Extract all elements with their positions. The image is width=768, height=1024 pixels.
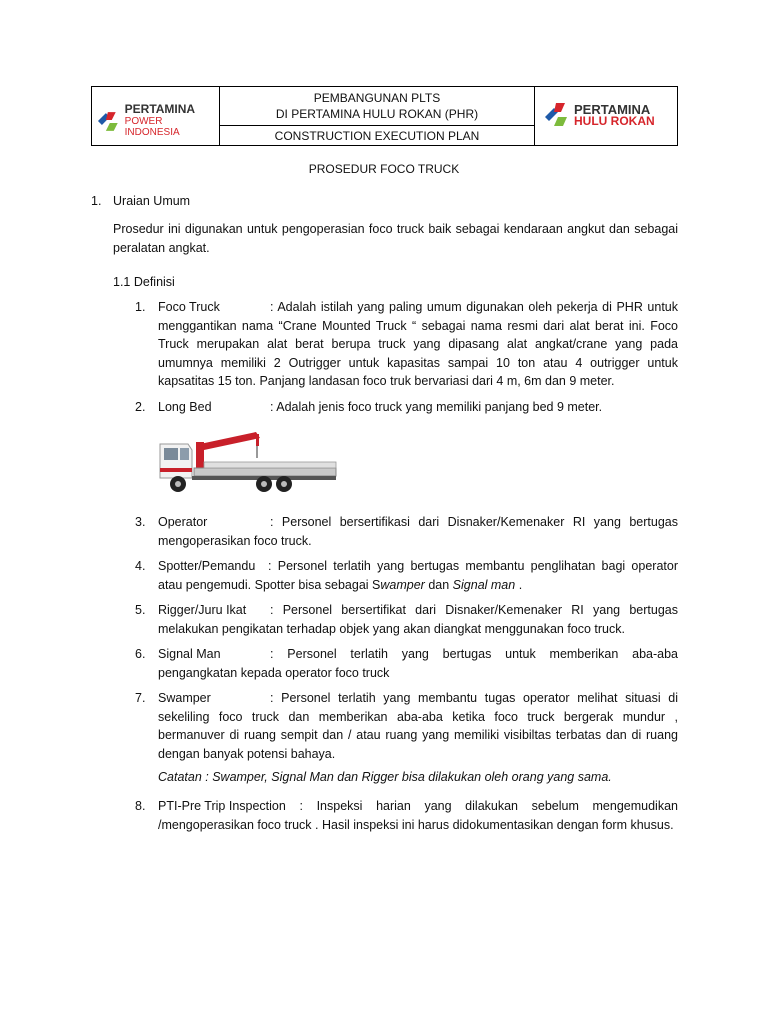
left-logo-name: PERTAMINA	[124, 102, 196, 116]
item-term: Rigger/Juru Ikat	[158, 603, 247, 617]
header-subtitle: CONSTRUCTION EXECUTION PLAN	[274, 128, 480, 143]
subsection-heading: 1.1 Definisi	[113, 275, 175, 289]
definition-item	[135, 398, 678, 417]
item-term: Signal Man	[158, 647, 221, 661]
item-number: 2.	[135, 400, 146, 414]
document-header	[91, 86, 678, 146]
definition-item	[135, 689, 678, 763]
definition-item	[135, 298, 678, 391]
item-text: : Personel terlatih yang bertugas untuk memberikan aba-aba pengangkatan kepada operator foco truck	[158, 647, 678, 680]
item-text-italic: wamper	[380, 577, 425, 592]
definition-item	[135, 797, 678, 834]
definition-item	[135, 513, 678, 550]
right-logo-sub: HULU ROKAN	[574, 114, 655, 128]
item-text: .	[515, 577, 523, 592]
item-term: Long Bed	[158, 400, 212, 414]
right-logo-name: PERTAMINA	[574, 102, 651, 117]
item-number: 1.	[135, 300, 146, 314]
item-number: 5.	[135, 603, 146, 617]
pertamina-emblem-icon	[96, 109, 122, 133]
definition-item	[135, 557, 678, 594]
left-logo-sub: POWER INDONESIA	[124, 116, 180, 138]
item-term: Operator	[158, 515, 208, 529]
pertamina-hulu-rokan-logo	[543, 101, 655, 129]
header-center	[220, 87, 534, 145]
section-intro: Prosedur ini digunakan untuk pengoperasian foco truck baik sebagai kendaraan angkut dan sebagai peralatan angkat.	[113, 222, 678, 255]
item-text: : Inspeksi harian yang dilakukan sebelum mengemudikan /mengoperasikan foco truck . Hasil inspeksi ini harus didokumentasikan dengan form khusus.	[158, 799, 678, 832]
item-term: Swamper	[158, 691, 211, 705]
item-text: : Personel bersertifikasi dari Disnaker/Kemenaker RI yang bertugas mengoperasikan foco truck.	[158, 515, 678, 548]
header-title-line1: PEMBANGUNAN PLTS	[313, 91, 441, 105]
section-number: 1.	[91, 194, 102, 208]
note-text: Catatan : Swamper, Signal Man dan Rigger bisa dilakukan oleh orang yang sama.	[158, 770, 612, 784]
document-title: PROSEDUR FOCO TRUCK	[308, 162, 460, 176]
header-title-block	[220, 87, 534, 126]
right-logo-cell	[534, 87, 677, 145]
item-text: dan	[424, 577, 453, 592]
item-text: : Adalah jenis foco truck yang memiliki panjang bed 9 meter.	[270, 400, 603, 414]
item-text: : Personel bersertifikat dari Disnaker/Kemenaker RI yang bertugas melakukan pengikatan terhadap objek yang akan diangkat menggunakan foco truck.	[158, 603, 678, 636]
pertamina-power-logo	[96, 103, 219, 138]
item-number: 8.	[135, 799, 146, 813]
definition-item	[135, 645, 678, 682]
item-number: 6.	[135, 647, 146, 661]
pertamina-emblem-icon	[543, 101, 571, 129]
item-number: 3.	[135, 515, 146, 529]
item-term: Foco Truck	[158, 300, 220, 314]
section-heading: Uraian Umum	[113, 194, 191, 208]
definition-item	[135, 601, 678, 638]
item-number: 4.	[135, 559, 146, 573]
item-term: Spotter/Pemandu	[158, 559, 256, 573]
item-text: : Personel terlatih yang bertugas membantu penglihatan bagi operator atau pengemudi. Spotter bisa sebagai S	[158, 559, 678, 592]
item-text-italic: Signal man	[452, 577, 516, 592]
header-title-line2: DI PERTAMINA HULU ROKAN (PHR)	[275, 107, 479, 121]
item-term: PTI-Pre Trip Inspection	[158, 799, 286, 813]
item-number: 7.	[135, 691, 146, 705]
item-text: : Adalah istilah yang paling umum digunakan oleh pekerja di PHR untuk menggantikan nama “Crane Mounted Truck “ sebagai nama resmi dari alat berat ini. Foco Truck merupakan alat berat berupa truck yang dipasang alat angkat/crane yang pada umumnya memiliki 2 Outrigger untuk kapasitas sampai 10 ton atau 4 outrigger untuk kapsatitas 15 ton. Panjang landasan foco truk bervariasi dari 4 m, 6m dan 9 meter.	[158, 300, 678, 388]
left-logo-cell	[92, 87, 220, 145]
item-text: : Personel terlatih yang membantu tugas operator melihat situasi di sekeliling foco truck dan memberikan aba-aba ketika foco truck bergerak mundur , bermanuver di ruang sempit dan / atau ruang yang memiliki visibiltas terbatas dan di ruang dengan banyak potensi bahaya.	[158, 691, 678, 761]
foco-truck-image	[156, 428, 338, 498]
